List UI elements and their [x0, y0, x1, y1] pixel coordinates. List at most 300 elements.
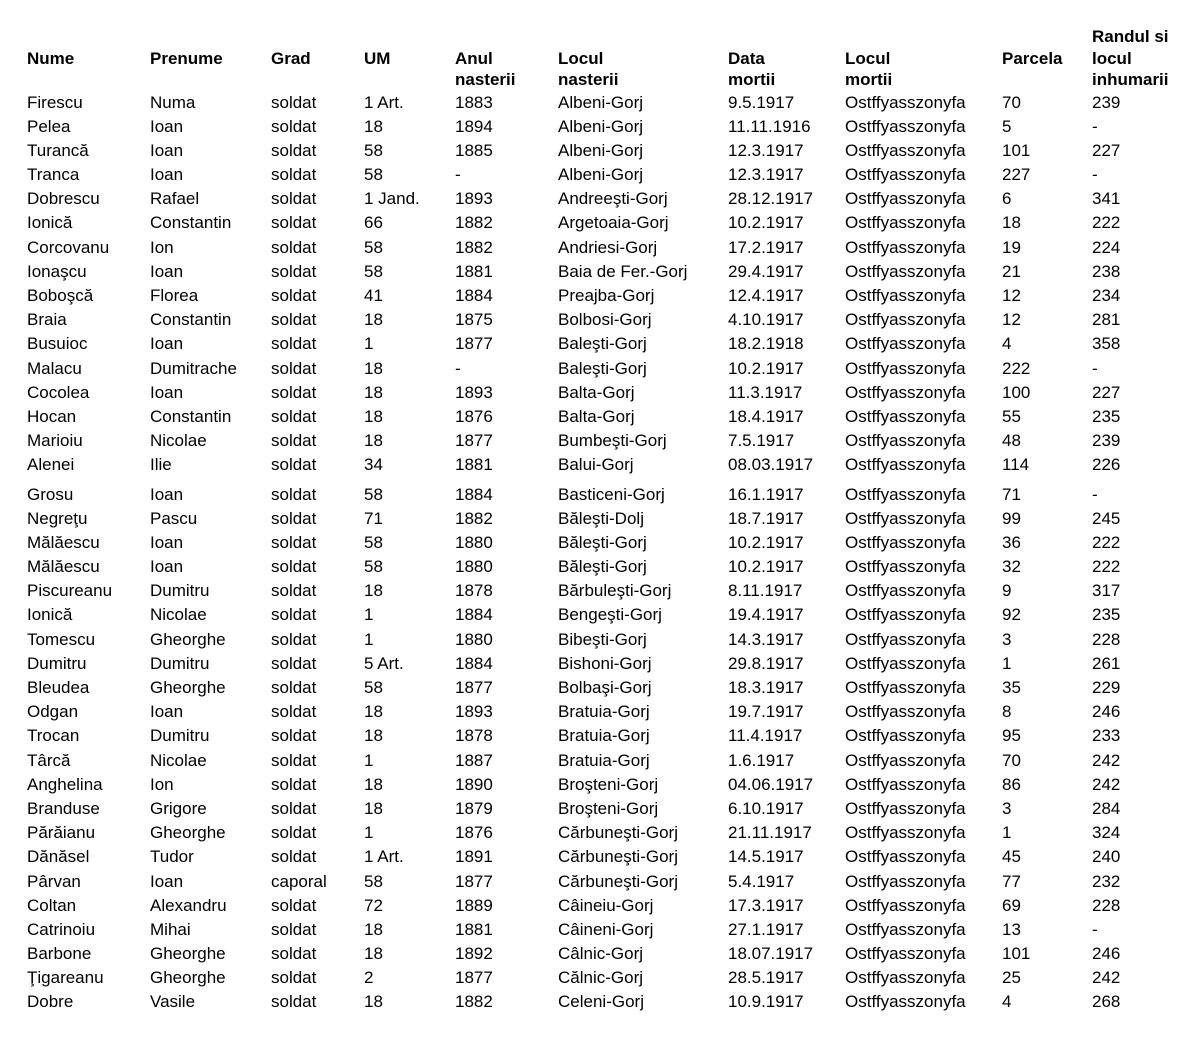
- header-cell-parcela: [1002, 26, 1092, 91]
- cell-locul-mortii: Ostffyasszonyfa: [845, 140, 966, 160]
- cell-prenume: Nicolae: [150, 750, 207, 770]
- cell-locul-mortii: Ostffyasszonyfa: [845, 382, 966, 402]
- header-line: nasterii: [455, 70, 516, 89]
- cell-um: 2: [364, 968, 374, 988]
- cell-locul-mortii: Ostffyasszonyfa: [845, 774, 966, 794]
- cell-um: 18: [364, 358, 383, 378]
- cell-parcela: 86: [1002, 774, 1021, 794]
- cell-locul-mortii: Ostffyasszonyfa: [845, 165, 966, 185]
- cell-prenume: Dumitru: [150, 726, 210, 746]
- cell-anul-nasterii: 1894: [455, 116, 493, 136]
- table-row: [27, 966, 1200, 990]
- cell-grad: soldat: [271, 944, 317, 964]
- cell-data-mortii: 10.2.1917: [728, 532, 804, 552]
- cell-parcela: 100: [1002, 382, 1031, 402]
- cell-um: 1: [364, 823, 374, 843]
- cell-data-mortii: 11.4.1917: [728, 726, 803, 746]
- cell-anul-nasterii: 1887: [455, 750, 493, 770]
- cell-randul-si-locul-inhumarii: 240: [1092, 847, 1121, 867]
- cell-locul-nasterii: Bărbuleşti-Gorj: [558, 581, 672, 601]
- table-row: [27, 381, 1200, 405]
- header-line: [364, 69, 455, 91]
- cell-prenume: Gheorghe: [150, 823, 226, 843]
- cell-grad: soldat: [271, 605, 317, 625]
- cell-anul-nasterii: 1877: [455, 871, 493, 891]
- cell-randul-si-locul-inhumarii: 245: [1092, 508, 1121, 528]
- cell-randul-si-locul-inhumarii: 324: [1092, 823, 1121, 843]
- cell-data-mortii: 18.2.1918: [728, 334, 804, 354]
- cell-locul-nasterii: Broşteni-Gorj: [558, 798, 659, 818]
- cell-randul-si-locul-inhumarii: -: [1092, 358, 1098, 378]
- cell-parcela: 95: [1002, 726, 1021, 746]
- cell-anul-nasterii: 1882: [455, 508, 493, 528]
- cell-locul-mortii: Ostffyasszonyfa: [845, 653, 966, 673]
- cell-um: 58: [364, 484, 383, 504]
- cell-parcela: 45: [1002, 847, 1021, 867]
- cell-anul-nasterii: 1880: [455, 557, 493, 577]
- header-line: [364, 26, 455, 48]
- cell-data-mortii: 17.2.1917: [728, 237, 804, 257]
- table-row: [27, 990, 1200, 1014]
- cell-grad: soldat: [271, 847, 317, 867]
- cell-prenume: Gheorghe: [150, 678, 226, 697]
- cell-locul-mortii: Ostffyasszonyfa: [845, 968, 966, 988]
- table-row: [27, 507, 1200, 531]
- cell-grad: soldat: [271, 116, 317, 136]
- cell-prenume: Ilie: [150, 455, 172, 475]
- cell-grad: soldat: [271, 678, 317, 697]
- cell-grad: caporal: [271, 871, 327, 891]
- cell-grad: soldat: [271, 406, 317, 426]
- cell-parcela: 19: [1002, 237, 1021, 257]
- cell-randul-si-locul-inhumarii: 242: [1092, 968, 1121, 988]
- table-row: [27, 236, 1200, 260]
- cell-parcela: 4: [1002, 992, 1012, 1012]
- cell-anul-nasterii: 1879: [455, 798, 493, 818]
- cell-grad: soldat: [271, 774, 317, 794]
- cell-prenume: Pascu: [150, 508, 198, 528]
- header-line: [1002, 26, 1092, 48]
- cell-grad: soldat: [271, 702, 317, 722]
- header-line: Prenume: [150, 48, 223, 68]
- cell-data-mortii: 5.4.1917: [728, 871, 795, 891]
- cell-locul-mortii: Ostffyasszonyfa: [845, 358, 966, 378]
- cell-nume: Părăianu: [27, 823, 96, 843]
- cell-prenume: Dumitru: [150, 653, 210, 673]
- cell-locul-nasterii: Baia de Fer.-Gorj: [558, 261, 688, 281]
- cell-data-mortii: 18.3.1917: [728, 678, 804, 697]
- table-row: [27, 749, 1200, 773]
- cell-locul-nasterii: Cărbuneşti-Gorj: [558, 823, 678, 843]
- table-row: [27, 821, 1200, 845]
- cell-anul-nasterii: 1882: [455, 237, 493, 257]
- cell-randul-si-locul-inhumarii: 261: [1092, 653, 1121, 673]
- header-line: [150, 26, 271, 48]
- cell-locul-mortii: Ostffyasszonyfa: [845, 116, 966, 136]
- header-line: [27, 26, 150, 48]
- cell-um: 72: [364, 895, 383, 915]
- cell-prenume: Ioan: [150, 165, 184, 185]
- cell-locul-mortii: Ostffyasszonyfa: [845, 508, 966, 528]
- table-row: [27, 918, 1200, 942]
- cell-locul-mortii: Ostffyasszonyfa: [845, 798, 966, 818]
- cell-randul-si-locul-inhumarii: -: [1092, 165, 1098, 185]
- header-line: Randul si: [1092, 27, 1169, 46]
- cell-um: 18: [364, 581, 383, 601]
- cell-locul-nasterii: Bishoni-Gorj: [558, 653, 652, 673]
- cell-nume: Dumitru: [27, 653, 87, 673]
- cell-grad: soldat: [271, 261, 317, 281]
- cell-parcela: 6: [1002, 189, 1012, 209]
- cell-nume: Branduse: [27, 798, 100, 818]
- header-line: Grad: [271, 48, 311, 68]
- cell-um: 1: [364, 750, 374, 770]
- cell-anul-nasterii: 1881: [455, 919, 493, 939]
- cell-data-mortii: 21.11.1917: [728, 823, 812, 843]
- cell-data-mortii: 10.2.1917: [728, 358, 804, 378]
- cell-randul-si-locul-inhumarii: 232: [1092, 871, 1121, 891]
- cell-locul-mortii: Ostffyasszonyfa: [845, 334, 966, 354]
- cell-locul-nasterii: Argetoaia-Gorj: [558, 213, 669, 233]
- cell-nume: Alenei: [27, 455, 75, 475]
- cell-nume: Dănăsel: [27, 847, 90, 867]
- table-row: [27, 555, 1200, 579]
- header-line: Locul: [558, 48, 604, 68]
- cell-anul-nasterii: 1876: [455, 406, 493, 426]
- cell-um: 58: [364, 237, 383, 257]
- cell-anul-nasterii: 1890: [455, 774, 493, 794]
- cell-anul-nasterii: 1893: [455, 382, 493, 402]
- cell-data-mortii: 04.06.1917: [728, 774, 814, 794]
- cell-locul-mortii: Ostffyasszonyfa: [845, 871, 966, 891]
- cell-prenume: Ion: [150, 774, 174, 794]
- cell-locul-mortii: Ostffyasszonyfa: [845, 992, 966, 1012]
- cell-locul-nasterii: Baleşti-Gorj: [558, 358, 647, 378]
- cell-data-mortii: 18.07.1917: [728, 944, 814, 964]
- header-cell-anul-nasterii: [455, 26, 558, 91]
- cell-prenume: Gheorghe: [150, 944, 226, 964]
- cell-locul-nasterii: Albeni-Gorj: [558, 140, 644, 160]
- cell-um: 58: [364, 140, 383, 160]
- cell-data-mortii: 8.11.1917: [728, 581, 803, 601]
- cell-um: 18: [364, 798, 383, 818]
- cell-nume: Tranca: [27, 165, 80, 185]
- cell-data-mortii: 7.5.1917: [728, 431, 795, 451]
- cell-nume: Târcă: [27, 750, 71, 770]
- cell-locul-nasterii: Băleşti-Gorj: [558, 557, 647, 577]
- cell-locul-nasterii: Bratuia-Gorj: [558, 702, 650, 722]
- cell-locul-nasterii: Balui-Gorj: [558, 455, 634, 475]
- cell-locul-mortii: Ostffyasszonyfa: [845, 944, 966, 964]
- cell-grad: soldat: [271, 237, 317, 257]
- cell-randul-si-locul-inhumarii: 246: [1092, 702, 1121, 722]
- header-line: [271, 69, 364, 91]
- cell-um: 58: [364, 557, 383, 577]
- table-row: [27, 332, 1200, 356]
- cell-nume: Marioiu: [27, 431, 83, 451]
- cell-data-mortii: 16.1.1917: [728, 484, 804, 504]
- table-row: [27, 260, 1200, 284]
- cell-parcela: 1: [1002, 653, 1012, 673]
- cell-nume: Coltan: [27, 895, 77, 915]
- cell-randul-si-locul-inhumarii: 268: [1092, 992, 1121, 1012]
- cell-nume: Piscureanu: [27, 581, 113, 601]
- cell-parcela: 101: [1002, 140, 1031, 160]
- cell-randul-si-locul-inhumarii: 238: [1092, 261, 1121, 281]
- cell-data-mortii: 14.3.1917: [728, 629, 804, 649]
- cell-prenume: Tudor: [150, 847, 194, 867]
- cell-um: 1 Art.: [364, 847, 404, 867]
- cell-um: 66: [364, 213, 383, 233]
- cell-parcela: 12: [1002, 286, 1021, 305]
- cell-nume: Grosu: [27, 484, 74, 504]
- cell-data-mortii: 29.8.1917: [728, 653, 804, 673]
- cell-prenume: Ioan: [150, 871, 184, 891]
- cell-prenume: Grigore: [150, 798, 207, 818]
- cell-um: 34: [364, 455, 383, 475]
- cell-randul-si-locul-inhumarii: 228: [1092, 629, 1121, 649]
- cell-locul-nasterii: Cărbuneşti-Gorj: [558, 847, 678, 867]
- cell-randul-si-locul-inhumarii: 242: [1092, 774, 1121, 794]
- cell-anul-nasterii: 1877: [455, 334, 493, 354]
- cell-prenume: Ioan: [150, 484, 184, 504]
- cell-parcela: 1: [1002, 823, 1012, 843]
- cell-randul-si-locul-inhumarii: 222: [1092, 532, 1121, 552]
- cell-um: 18: [364, 944, 383, 964]
- header-line: nasterii: [558, 70, 619, 89]
- cell-parcela: 114: [1002, 455, 1030, 475]
- table-row: [27, 308, 1200, 332]
- cell-anul-nasterii: 1875: [455, 310, 493, 330]
- table-row: [27, 357, 1200, 381]
- cell-nume: Odgan: [27, 702, 79, 722]
- cell-grad: soldat: [271, 455, 317, 475]
- cell-um: 18: [364, 992, 383, 1012]
- cell-um: 5 Art.: [364, 653, 404, 673]
- cell-nume: Ionică: [27, 605, 73, 625]
- cell-data-mortii: 1.6.1917: [728, 750, 795, 770]
- cell-um: 18: [364, 774, 383, 794]
- cell-anul-nasterii: 1876: [455, 823, 493, 843]
- cell-anul-nasterii: 1881: [455, 261, 493, 281]
- table-row: [27, 579, 1200, 603]
- cell-data-mortii: 08.03.1917: [728, 455, 814, 475]
- cell-locul-nasterii: Preajba-Gorj: [558, 286, 655, 305]
- table-row: [27, 797, 1200, 821]
- header-line: [558, 26, 728, 48]
- cell-nume: Dobrescu: [27, 189, 100, 209]
- cell-locul-mortii: Ostffyasszonyfa: [845, 726, 966, 746]
- cell-randul-si-locul-inhumarii: -: [1092, 116, 1098, 136]
- cell-randul-si-locul-inhumarii: 284: [1092, 798, 1121, 818]
- table-row: [27, 773, 1200, 797]
- cell-nume: Hocan: [27, 406, 77, 426]
- cell-grad: soldat: [271, 92, 317, 112]
- cell-um: 18: [364, 726, 383, 746]
- cell-data-mortii: 9.5.1917: [728, 92, 795, 112]
- cell-prenume: Numa: [150, 92, 196, 112]
- cell-prenume: Ioan: [150, 382, 184, 402]
- cell-data-mortii: 12.4.1917: [728, 286, 804, 305]
- cell-prenume: Florea: [150, 286, 199, 305]
- cell-locul-mortii: Ostffyasszonyfa: [845, 261, 966, 281]
- cell-nume: Tomescu: [27, 629, 96, 649]
- header-line: locul: [1092, 48, 1132, 68]
- cell-grad: soldat: [271, 653, 317, 673]
- cell-data-mortii: 12.3.1917: [728, 165, 804, 185]
- header-cell-grad: [271, 26, 364, 91]
- cell-prenume: Rafael: [150, 189, 200, 209]
- cell-parcela: 70: [1002, 92, 1021, 112]
- cell-data-mortii: 10.2.1917: [728, 213, 804, 233]
- cell-grad: soldat: [271, 382, 317, 402]
- cell-um: 18: [364, 310, 383, 330]
- cell-nume: Negreţu: [27, 508, 88, 528]
- header-line: [27, 69, 150, 91]
- cell-grad: soldat: [271, 532, 317, 552]
- header-line: Data: [728, 48, 765, 68]
- table-row: [27, 942, 1200, 966]
- cell-um: 1 Art.: [364, 92, 404, 112]
- cell-parcela: 21: [1002, 261, 1021, 281]
- cell-nume: Busuioc: [27, 334, 88, 354]
- cell-parcela: 3: [1002, 629, 1012, 649]
- cell-parcela: 69: [1002, 895, 1021, 915]
- cell-prenume: Ioan: [150, 116, 184, 136]
- cell-locul-nasterii: Bumbeşti-Gorj: [558, 431, 667, 451]
- cell-anul-nasterii: 1884: [455, 653, 493, 673]
- cell-prenume: Constantin: [150, 406, 232, 426]
- cell-randul-si-locul-inhumarii: 234: [1092, 286, 1121, 305]
- cell-locul-nasterii: Câineni-Gorj: [558, 919, 654, 939]
- cell-locul-mortii: Ostffyasszonyfa: [845, 189, 966, 209]
- table-row: [27, 115, 1200, 139]
- cell-anul-nasterii: 1878: [455, 581, 493, 601]
- cell-locul-mortii: Ostffyasszonyfa: [845, 895, 966, 915]
- cell-locul-nasterii: Basticeni-Gorj: [558, 484, 665, 504]
- cell-locul-nasterii: Broşteni-Gorj: [558, 774, 659, 794]
- cell-parcela: 13: [1002, 919, 1021, 939]
- cell-um: 58: [364, 871, 383, 891]
- header-line: mortii: [845, 70, 893, 89]
- cell-grad: soldat: [271, 286, 317, 305]
- cell-prenume: Ioan: [150, 140, 184, 160]
- header-cell-locul-nasterii: [558, 26, 728, 91]
- table-row: [27, 91, 1200, 115]
- header-line: Anul: [455, 48, 493, 68]
- cell-parcela: 48: [1002, 431, 1021, 451]
- cell-locul-mortii: Ostffyasszonyfa: [845, 92, 966, 112]
- cell-grad: soldat: [271, 629, 317, 649]
- cell-um: 18: [364, 406, 383, 426]
- cell-anul-nasterii: 1880: [455, 532, 493, 552]
- cell-nume: Boboşcă: [27, 286, 94, 305]
- cell-nume: Firescu: [27, 92, 83, 112]
- cell-grad: soldat: [271, 508, 317, 528]
- cell-locul-nasterii: Călnic-Gorj: [558, 968, 644, 988]
- cell-grad: soldat: [271, 165, 317, 185]
- cell-grad: soldat: [271, 798, 317, 818]
- cell-randul-si-locul-inhumarii: 341: [1092, 189, 1121, 209]
- cell-grad: soldat: [271, 334, 317, 354]
- cell-locul-nasterii: Bratuia-Gorj: [558, 726, 650, 746]
- cell-locul-mortii: Ostffyasszonyfa: [845, 406, 966, 426]
- cell-um: 58: [364, 261, 383, 281]
- cell-data-mortii: 11.3.1917: [728, 382, 803, 402]
- header-cell-locul-mortii: [845, 26, 1002, 91]
- cell-grad: soldat: [271, 358, 317, 378]
- cell-randul-si-locul-inhumarii: 239: [1092, 92, 1121, 112]
- cell-nume: Trocan: [27, 726, 80, 746]
- cell-randul-si-locul-inhumarii: 226: [1092, 455, 1121, 475]
- cell-anul-nasterii: 1884: [455, 605, 493, 625]
- cell-data-mortii: 11.11.1916: [728, 116, 811, 136]
- cell-anul-nasterii: -: [455, 358, 461, 378]
- cell-nume: Barbone: [27, 944, 92, 964]
- cell-parcela: 18: [1002, 213, 1021, 233]
- table-row: [27, 870, 1200, 894]
- cell-randul-si-locul-inhumarii: 229: [1092, 678, 1121, 697]
- cell-parcela: 101: [1002, 944, 1031, 964]
- cell-parcela: 99: [1002, 508, 1021, 528]
- cell-randul-si-locul-inhumarii: 235: [1092, 406, 1121, 426]
- cell-anul-nasterii: 1877: [455, 678, 493, 697]
- header-line: mortii: [728, 70, 776, 89]
- table-row: [27, 676, 1200, 700]
- cell-prenume: Vasile: [150, 992, 196, 1012]
- cell-grad: soldat: [271, 581, 317, 601]
- table-row: [27, 603, 1200, 627]
- cell-locul-nasterii: Bolbaşi-Gorj: [558, 678, 652, 697]
- cell-nume: Pârvan: [27, 871, 81, 891]
- header-line: Locul: [845, 48, 891, 68]
- cell-locul-mortii: Ostffyasszonyfa: [845, 532, 966, 552]
- header-cell-prenume: [150, 26, 271, 91]
- cell-grad: soldat: [271, 968, 317, 988]
- cell-locul-nasterii: Bengeşti-Gorj: [558, 605, 662, 625]
- cell-locul-mortii: Ostffyasszonyfa: [845, 847, 966, 867]
- cell-parcela: 77: [1002, 871, 1021, 891]
- table-header: [27, 26, 1200, 91]
- cell-um: 1: [364, 334, 374, 354]
- cell-locul-nasterii: Albeni-Gorj: [558, 165, 644, 185]
- cell-nume: Anghelina: [27, 774, 103, 794]
- cell-anul-nasterii: 1893: [455, 189, 493, 209]
- cell-anul-nasterii: 1881: [455, 455, 493, 475]
- table-row: [27, 845, 1200, 869]
- table-row: [27, 894, 1200, 918]
- cell-um: 18: [364, 431, 383, 451]
- cell-randul-si-locul-inhumarii: -: [1092, 919, 1098, 939]
- cell-data-mortii: 28.5.1917: [728, 968, 804, 988]
- cell-parcela: 71: [1002, 484, 1021, 504]
- cell-parcela: 227: [1002, 165, 1031, 185]
- cell-randul-si-locul-inhumarii: 281: [1092, 310, 1121, 330]
- cell-anul-nasterii: 1877: [455, 431, 493, 451]
- cell-prenume: Nicolae: [150, 605, 207, 625]
- cell-prenume: Alexandru: [150, 895, 227, 915]
- cell-data-mortii: 27.1.1917: [728, 919, 804, 939]
- cell-data-mortii: 14.5.1917: [728, 847, 804, 867]
- cell-randul-si-locul-inhumarii: -: [1092, 484, 1098, 504]
- cell-um: 58: [364, 165, 383, 185]
- cell-locul-nasterii: Cărbuneşti-Gorj: [558, 871, 678, 891]
- header-cell-um: [364, 26, 455, 91]
- cell-grad: soldat: [271, 431, 317, 451]
- cell-randul-si-locul-inhumarii: 228: [1092, 895, 1121, 915]
- table-row: [27, 531, 1200, 555]
- cell-anul-nasterii: 1884: [455, 286, 493, 305]
